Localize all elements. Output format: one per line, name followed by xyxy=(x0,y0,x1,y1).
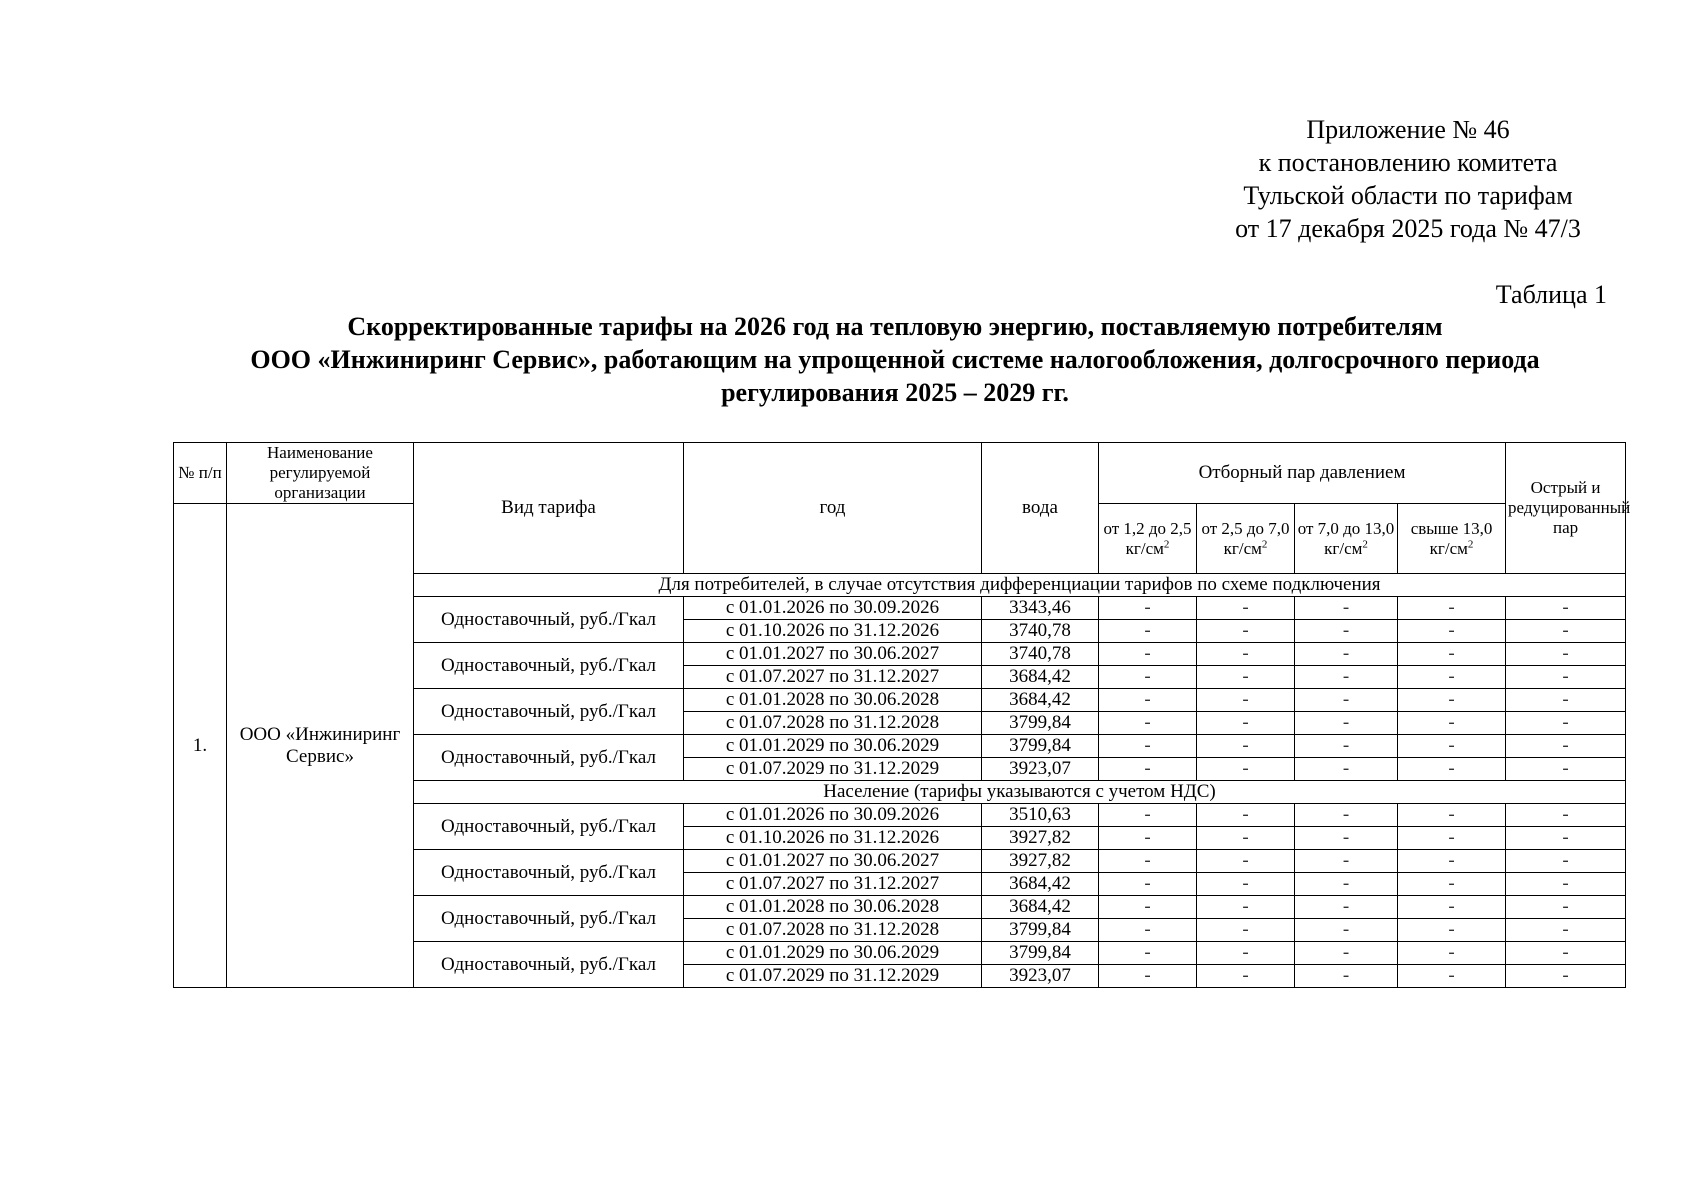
water-tariff: 3799,84 xyxy=(982,942,1099,965)
steam-tariff: - xyxy=(1398,850,1506,873)
steam-tariff: - xyxy=(1398,827,1506,850)
tariff-period: с 01.01.2028 по 30.06.2028 xyxy=(684,896,982,919)
steam-tariff: - xyxy=(1099,827,1197,850)
steam-tariff: - xyxy=(1197,919,1295,942)
steam-tariff: - xyxy=(1197,873,1295,896)
steam-2-label: от 2,5 до 7,0 кг/см xyxy=(1201,518,1290,558)
steam-tariff: - xyxy=(1295,965,1398,988)
steam-tariff: - xyxy=(1398,597,1506,620)
tariff-period: с 01.01.2029 по 30.06.2029 xyxy=(684,735,982,758)
tariff-period: с 01.07.2029 по 31.12.2029 xyxy=(684,758,982,781)
steam-tariff: - xyxy=(1398,620,1506,643)
col-header-water: вода xyxy=(982,443,1099,574)
unit-sup: 2 xyxy=(1467,537,1474,550)
steam-tariff: - xyxy=(1099,735,1197,758)
steam-tariff: - xyxy=(1295,689,1398,712)
col-header-steam: Отборный пар давлением xyxy=(1099,443,1506,504)
steam-tariff: - xyxy=(1197,896,1295,919)
sharp-steam-tariff: - xyxy=(1506,873,1626,896)
steam-tariff: - xyxy=(1197,597,1295,620)
steam-tariff: - xyxy=(1295,620,1398,643)
tariff-period: с 01.07.2028 по 31.12.2028 xyxy=(684,712,982,735)
tariff-type: Одноставочный, руб./Гкал xyxy=(414,804,684,850)
steam-tariff: - xyxy=(1398,873,1506,896)
col-header-org: Наименование регулируемой организации xyxy=(227,443,414,504)
sharp-steam-tariff: - xyxy=(1506,643,1626,666)
sharp-steam-tariff: - xyxy=(1506,758,1626,781)
steam-tariff: - xyxy=(1295,804,1398,827)
section-title: Для потребителей, в случае отсутствия дифференциации тарифов по схеме подключения xyxy=(414,574,1626,597)
steam-tariff: - xyxy=(1099,689,1197,712)
sharp-steam-tariff: - xyxy=(1506,666,1626,689)
tariff-period: с 01.01.2026 по 30.09.2026 xyxy=(684,804,982,827)
water-tariff: 3923,07 xyxy=(982,758,1099,781)
steam-tariff: - xyxy=(1197,827,1295,850)
steam-tariff: - xyxy=(1099,896,1197,919)
steam-tariff: - xyxy=(1398,735,1506,758)
tariff-period: с 01.07.2029 по 31.12.2029 xyxy=(684,965,982,988)
tariff-period: с 01.10.2026 по 31.12.2026 xyxy=(684,620,982,643)
steam-tariff: - xyxy=(1398,689,1506,712)
tariff-period: с 01.01.2029 по 30.06.2029 xyxy=(684,942,982,965)
steam-tariff: - xyxy=(1295,850,1398,873)
water-tariff: 3927,82 xyxy=(982,850,1099,873)
steam-tariff: - xyxy=(1197,689,1295,712)
tariff-type: Одноставочный, руб./Гкал xyxy=(414,896,684,942)
sharp-steam-tariff: - xyxy=(1506,942,1626,965)
table-label: Таблица 1 xyxy=(1495,280,1607,309)
tariff-period: с 01.01.2026 по 30.09.2026 xyxy=(684,597,982,620)
tariff-period: с 01.07.2027 по 31.12.2027 xyxy=(684,666,982,689)
steam-tariff: - xyxy=(1197,850,1295,873)
sharp-steam-tariff: - xyxy=(1506,689,1626,712)
col-header-steam-4 xyxy=(1398,504,1506,574)
section-title: Население (тарифы указываются с учетом НДС) xyxy=(414,781,1626,804)
col-header-year: год xyxy=(684,443,982,574)
steam-tariff: - xyxy=(1398,804,1506,827)
steam-tariff: - xyxy=(1295,919,1398,942)
steam-tariff: - xyxy=(1099,942,1197,965)
appendix-number: Приложение № 46 xyxy=(1306,115,1510,144)
water-tariff: 3684,42 xyxy=(982,873,1099,896)
water-tariff: 3923,07 xyxy=(982,965,1099,988)
steam-tariff: - xyxy=(1197,666,1295,689)
tariff-type: Одноставочный, руб./Гкал xyxy=(414,735,684,781)
steam-tariff: - xyxy=(1295,666,1398,689)
steam-tariff: - xyxy=(1197,620,1295,643)
water-tariff: 3684,42 xyxy=(982,689,1099,712)
sharp-steam-tariff: - xyxy=(1506,735,1626,758)
title-line-3: регулирования 2025 – 2029 гг. xyxy=(721,378,1069,407)
appendix-resolution: к постановлению комитета xyxy=(1258,148,1558,177)
tariff-period: с 01.07.2028 по 31.12.2028 xyxy=(684,919,982,942)
steam-tariff: - xyxy=(1398,758,1506,781)
steam-tariff: - xyxy=(1398,896,1506,919)
tariff-type: Одноставочный, руб./Гкал xyxy=(414,689,684,735)
steam-tariff: - xyxy=(1197,804,1295,827)
unit-sup: 2 xyxy=(1362,537,1368,550)
steam-tariff: - xyxy=(1099,597,1197,620)
steam-tariff: - xyxy=(1295,735,1398,758)
organization-name: ООО «Инжиниринг Сервис» xyxy=(227,504,414,988)
steam-tariff: - xyxy=(1197,942,1295,965)
title-line-2: ООО «Инжиниринг Сервис», работающим на упрощенной системе налогообложения, долгосрочного периода xyxy=(250,345,1540,374)
sharp-steam-tariff: - xyxy=(1506,896,1626,919)
water-tariff: 3684,42 xyxy=(982,666,1099,689)
tariff-period: с 01.01.2027 по 30.06.2027 xyxy=(684,643,982,666)
tariff-table xyxy=(173,442,1631,988)
steam-tariff: - xyxy=(1099,643,1197,666)
steam-tariff: - xyxy=(1099,873,1197,896)
steam-tariff: - xyxy=(1295,942,1398,965)
steam-tariff: - xyxy=(1295,597,1398,620)
appendix-date: от 17 декабря 2025 года № 47/3 xyxy=(1235,214,1581,243)
steam-tariff: - xyxy=(1398,712,1506,735)
steam-tariff: - xyxy=(1295,712,1398,735)
sharp-steam-tariff: - xyxy=(1506,850,1626,873)
water-tariff: 3684,42 xyxy=(982,896,1099,919)
steam-1-label: от 1,2 до 2,5 кг/см xyxy=(1103,518,1192,558)
steam-tariff: - xyxy=(1398,965,1506,988)
steam-tariff: - xyxy=(1197,758,1295,781)
steam-tariff: - xyxy=(1295,873,1398,896)
col-header-steam-1 xyxy=(1099,504,1197,574)
sharp-steam-tariff: - xyxy=(1506,620,1626,643)
steam-tariff: - xyxy=(1398,919,1506,942)
steam-tariff: - xyxy=(1197,965,1295,988)
document-title xyxy=(160,310,1630,409)
tariff-type: Одноставочный, руб./Гкал xyxy=(414,643,684,689)
steam-tariff: - xyxy=(1398,942,1506,965)
unit-sup: 2 xyxy=(1163,537,1170,550)
steam-tariff: - xyxy=(1099,804,1197,827)
steam-tariff: - xyxy=(1099,758,1197,781)
steam-tariff: - xyxy=(1197,712,1295,735)
tariff-type: Одноставочный, руб./Гкал xyxy=(414,597,684,643)
steam-tariff: - xyxy=(1197,643,1295,666)
water-tariff: 3799,84 xyxy=(982,735,1099,758)
sharp-steam-tariff: - xyxy=(1506,804,1626,827)
col-header-steam-3 xyxy=(1295,504,1398,574)
steam-3-label: от 7,0 до 13,0 кг/см xyxy=(1297,518,1395,558)
steam-tariff: - xyxy=(1398,643,1506,666)
steam-tariff: - xyxy=(1099,666,1197,689)
tariff-table-body xyxy=(174,443,1631,988)
title-line-1: Скорректированные тарифы на 2026 год на тепловую энергию, поставляемую потребителям xyxy=(347,312,1443,341)
steam-tariff: - xyxy=(1099,850,1197,873)
col-header-tariff-type: Вид тарифа xyxy=(414,443,684,574)
appendix-committee: Тульской области по тарифам xyxy=(1243,181,1573,210)
steam-tariff: - xyxy=(1295,758,1398,781)
water-tariff: 3740,78 xyxy=(982,643,1099,666)
sharp-steam-tariff: - xyxy=(1506,712,1626,735)
water-tariff: 3343,46 xyxy=(982,597,1099,620)
steam-tariff: - xyxy=(1295,896,1398,919)
water-tariff: 3510,63 xyxy=(982,804,1099,827)
sharp-steam-tariff: - xyxy=(1506,965,1626,988)
steam-tariff: - xyxy=(1099,965,1197,988)
col-header-num: № п/п xyxy=(174,443,227,504)
appendix-header xyxy=(1198,113,1618,245)
sharp-steam-tariff: - xyxy=(1506,597,1626,620)
steam-tariff: - xyxy=(1295,643,1398,666)
sharp-steam-tariff: - xyxy=(1506,827,1626,850)
tariff-period: с 01.01.2027 по 30.06.2027 xyxy=(684,850,982,873)
steam-tariff: - xyxy=(1099,919,1197,942)
tariff-period: с 01.10.2026 по 31.12.2026 xyxy=(684,827,982,850)
steam-tariff: - xyxy=(1099,712,1197,735)
steam-4-label: свыше 13,0 кг/см xyxy=(1410,518,1493,558)
tariff-period: с 01.07.2027 по 31.12.2027 xyxy=(684,873,982,896)
tariff-type: Одноставочный, руб./Гкал xyxy=(414,942,684,988)
steam-tariff: - xyxy=(1099,620,1197,643)
water-tariff: 3740,78 xyxy=(982,620,1099,643)
water-tariff: 3799,84 xyxy=(982,712,1099,735)
row-number: 1. xyxy=(174,504,227,988)
tariff-period: с 01.01.2028 по 30.06.2028 xyxy=(684,689,982,712)
water-tariff: 3927,82 xyxy=(982,827,1099,850)
steam-tariff: - xyxy=(1197,735,1295,758)
tariff-type: Одноставочный, руб./Гкал xyxy=(414,850,684,896)
col-header-sharp-steam: Острый и редуцированный пар xyxy=(1506,443,1626,574)
unit-sup: 2 xyxy=(1261,537,1268,550)
col-header-steam-2 xyxy=(1197,504,1295,574)
steam-tariff: - xyxy=(1295,827,1398,850)
sharp-steam-tariff: - xyxy=(1506,919,1626,942)
water-tariff: 3799,84 xyxy=(982,919,1099,942)
steam-tariff: - xyxy=(1398,666,1506,689)
